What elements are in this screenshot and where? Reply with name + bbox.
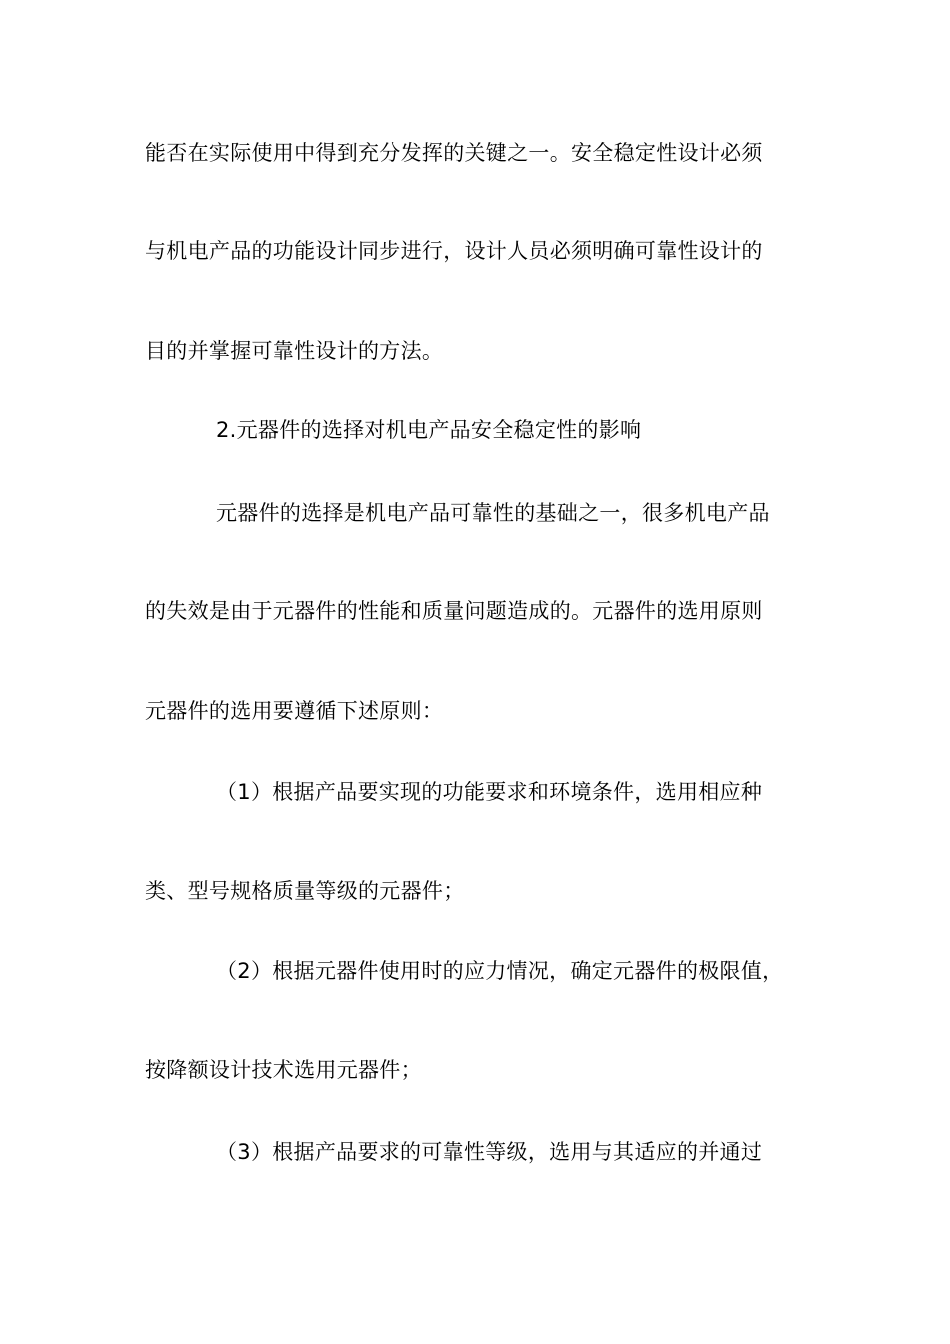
paragraph-line-1: 能否在实际使用中得到充分发挥的关键之一。安全稳定性设计必须 — [145, 141, 763, 165]
section-heading: 2.元器件的选择对机电产品安全稳定性的影响 — [216, 418, 642, 442]
list-item-3-line-1: （3）根据产品要求的可靠性等级，选用与其适应的并通过 — [216, 1140, 763, 1164]
paragraph-line-3: 目的并掌握可靠性设计的方法。 — [145, 339, 444, 363]
list-item-2-line-1: （2）根据元器件使用时的应力情况，确定元器件的极限值， — [216, 959, 784, 983]
paragraph-line-5: 的失效是由于元器件的性能和质量问题造成的。元器件的选用原则 — [145, 599, 763, 623]
paragraph-line-2: 与机电产品的功能设计同步进行，设计人员必须明确可靠性设计的 — [145, 239, 763, 263]
list-item-1-line-1: （1）根据产品要实现的功能要求和环境条件，选用相应种 — [216, 780, 763, 804]
paragraph-line-6: 元器件的选用要遵循下述原则： — [145, 699, 444, 723]
list-item-1-line-2: 类、型号规格质量等级的元器件； — [145, 879, 465, 903]
list-item-2-line-2: 按降额设计技术选用元器件； — [145, 1058, 422, 1082]
paragraph-line-4: 元器件的选择是机电产品可靠性的基础之一，很多机电产品 — [216, 501, 770, 525]
